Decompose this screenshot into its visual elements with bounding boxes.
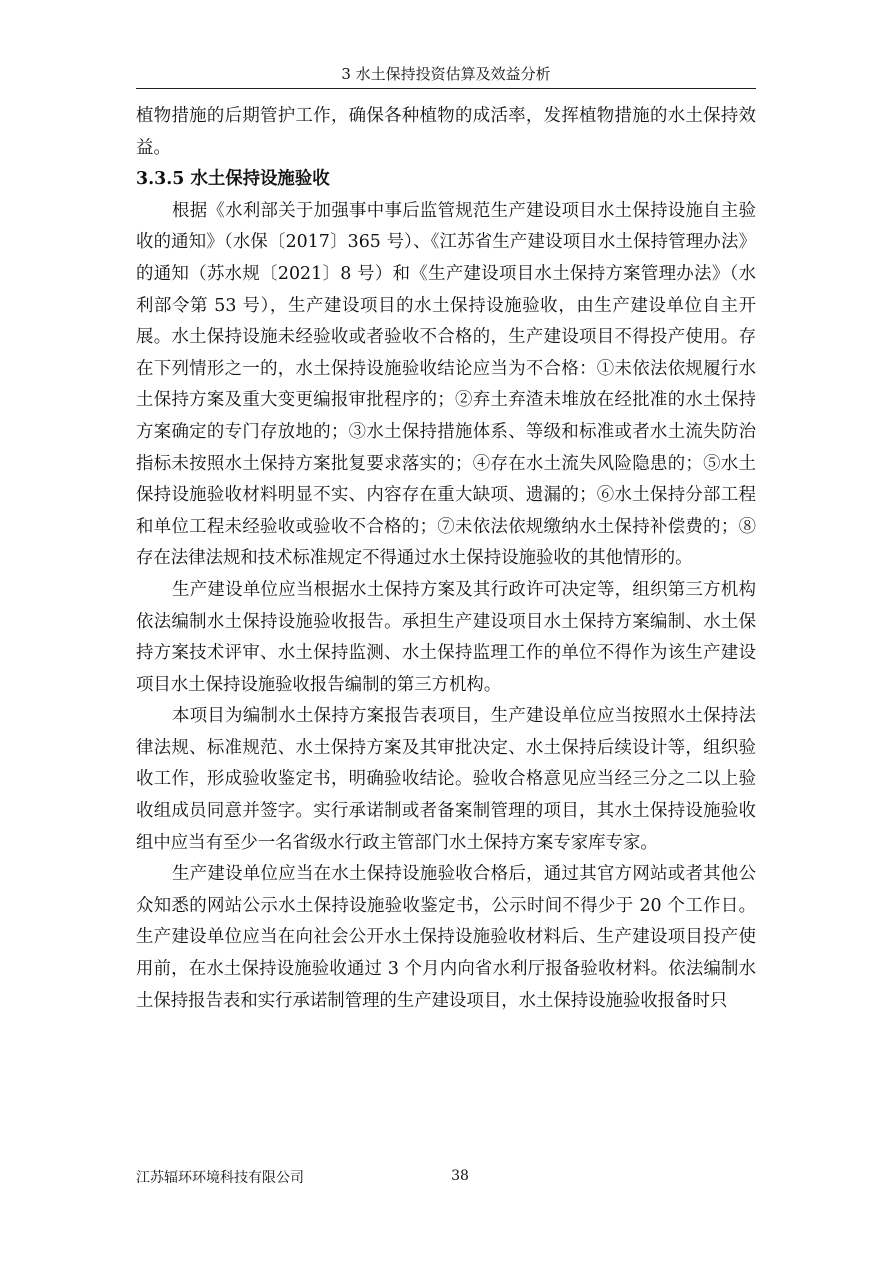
paragraph-project-acceptance: 本项目为编制水土保持方案报告表项目，生产建设单位应当按照水土保持法律法规、标准规范、水土保持方案及其审批决定、水土保持后续设计等，组织验收工作，形成验收鉴定书，明确验收结论。验收合格意见应当经三分之二以上验收组成员同意并签字。实行承诺制或者备案制管理的项目，其水土保持设施验收组中应当有至少一名省级水行政主管部门水土保持方案专家库专家。 bbox=[136, 706, 756, 853]
paragraph-acceptance-basis: 根据《水利部关于加强事中事后监管规范生产建设项目水土保持设施自主验收的通知》（水保〔2017〕365 号）、《江苏省生产建设项目水土保持管理办法》的通知（苏水规〔2021〕8 号）和《生产建设项目水土保持方案管理办法》（水利部令第 53 号），生产建设项目的水土保持设施验收，由生产建设单位自主开展。水土保持设施未经验收或者验收不合格的，生产建设项目不得投产使用。存在下列情形之一的，水土保持设施验收结论应当为不合格：①未依法依规履行水土保持方案及重大变更编报审批程序的；②弃土弃渣未堆放在经批准的水土保持方案确定的专门存放地的；③水土保持措施体系、等级和标准或者水土流失防治指标未按照水土保持方案批复要求落实的；④存在水土流失风险隐患的；⑤水土保持设施验收材料明显不实、内容存在重大缺项、遗漏的；⑥水土保持分部工程和单位工程未经验收或验收不合格的；⑦未依法依规缴纳水土保持补偿费的；⑧存在法律法规和技术标准规定不得通过水土保持设施验收的其他情形的。 bbox=[136, 200, 756, 569]
paragraph-continuation: 植物措施的后期管护工作，确保各种植物的成活率，发挥植物措施的水土保持效益。 bbox=[136, 106, 756, 158]
document-body bbox=[136, 101, 756, 1017]
paragraph-publicity-filing: 生产建设单位应当在水土保持设施验收合格后，通过其官方网站或者其他公众知悉的网站公示水土保持设施验收鉴定书，公示时间不得少于 20 个工作日。生产建设单位应当在向社会公开水土保持设施验收材料后、生产建设项目投产使用前，在水土保持设施验收通过 3 个月内向省水利厅报备验收材料。依法编制水土保持报告表和实行承诺制管理的生产建设项目，水土保持设施验收报备时只 bbox=[136, 864, 756, 1011]
footer-company-name: 江苏辐环环境科技有限公司 bbox=[136, 1170, 304, 1186]
page-number: 38 bbox=[451, 1168, 469, 1184]
paragraph-third-party-report: 生产建设单位应当根据水土保持方案及其行政许可决定等，组织第三方机构依法编制水土保持设施验收报告。承担生产建设项目水土保持方案编制、水土保持方案技术评审、水土保持监测、水土保持监理工作的单位不得作为该生产建设项目水土保持设施验收报告编制的第三方机构。 bbox=[136, 579, 756, 695]
header-divider bbox=[136, 88, 756, 89]
section-heading: 3.3.5 水土保持设施验收 bbox=[136, 169, 330, 190]
page-header-title: 3 水土保持投资估算及效益分析 bbox=[341, 65, 551, 83]
